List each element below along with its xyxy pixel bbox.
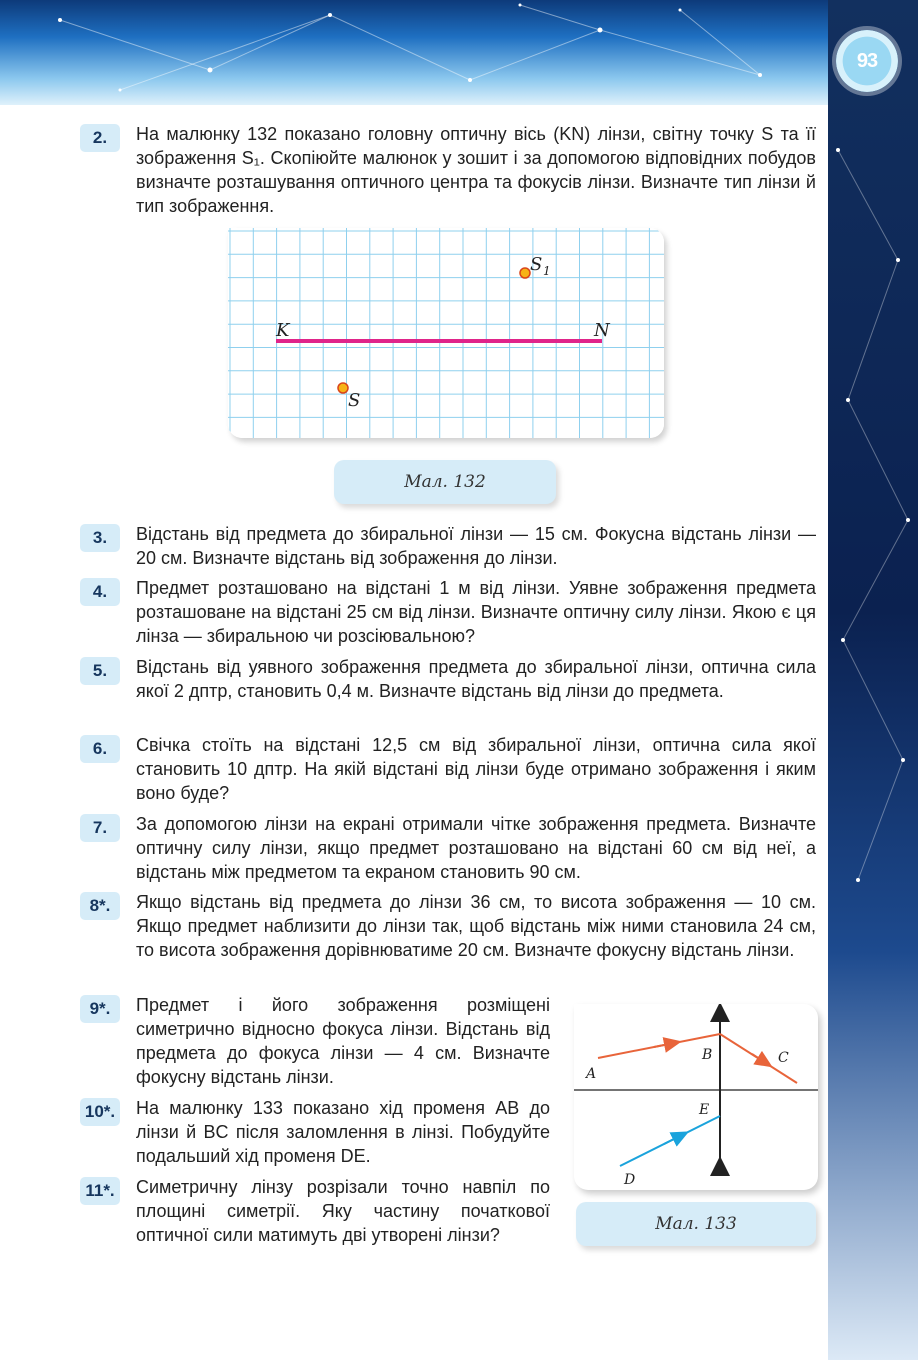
constellation-decoration — [0, 0, 918, 105]
label-d: D — [624, 1172, 636, 1188]
task-number: 3. — [80, 524, 120, 552]
figure-132 — [228, 228, 664, 438]
page-number-badge — [836, 30, 898, 92]
caption-text: Мал. 133 — [655, 1214, 737, 1234]
page-number: 93 — [856, 49, 878, 72]
figure-132-caption — [334, 460, 556, 504]
ray-ab-arrow — [654, 1043, 674, 1047]
task-number: 8*. — [80, 892, 120, 920]
point-s — [338, 383, 348, 393]
task-number: 2. — [80, 124, 120, 152]
point-s1 — [520, 268, 530, 278]
label-n: N — [594, 320, 610, 341]
task-text: Якщо відстань від предмета до лінзи 36 см, то висота зображення — 10 см. Якщо предмет наблизити до лінзи так, щоб відстань між ними становила 24 см, то висота зображення дорівнюватиме 20 см. Визначте фокусну відстань лінзи. — [136, 892, 816, 960]
figure-132-drawing — [228, 228, 664, 438]
label-c: C — [778, 1050, 789, 1066]
task-text: Відстань від уявного зображення предмета до збиральної лінзи, оптична сила якої 2 дптр, становить 0,4 м. Визначте відстань від лінзи до предмета. — [136, 657, 816, 701]
label-s1: S — [530, 254, 543, 275]
label-a: A — [586, 1066, 597, 1082]
side-band — [828, 0, 918, 1360]
figure-133-caption — [576, 1202, 816, 1246]
task-text: На малюнку 132 показано головну оптичну вісь (KN) лінзи, світну точку S та її зображення S₁. Скопіюйте малюнок у зошит і за допомогою відповідних побудов визначте розташування оптичного центра та фокусів лінзи. Визначте тип лінзи й тип зображення. — [136, 124, 816, 216]
label-s: S — [348, 390, 361, 411]
task-text: Предмет розташовано на відстані 1 м від лінзи. Уявне зображення предмета розташоване на відстані 25 см від лінзи. Визначте оптичну силу лінзи. Якою є ця лінза — збиральною чи розсіювальною? — [136, 578, 816, 646]
task-text: Предмет і його зображення розміщені симетрично відносно фокуса лінзи. Відстань від предмета до фокуса лінзи — 4 см. Визначте фокусну відстань лінзи. — [136, 995, 550, 1087]
figure-133-drawing — [574, 1004, 818, 1190]
ray-de-arrow — [664, 1135, 682, 1144]
task-number: 7. — [80, 814, 120, 842]
ray-bc-arrow — [752, 1054, 766, 1063]
label-k: K — [276, 320, 290, 341]
task-text: Відстань від предмета до збиральної лінзи — 15 см. Фокусна відстань лінзи — 20 см. Визначте відстань від зображення до лінзи. — [136, 524, 816, 568]
caption-text: Мал. 132 — [404, 472, 486, 492]
task-text: Симетричну лінзу розрізали точно навпіл по площині симетрії. Яку частину початкової оптичної сили матимуть дві утворені лінзи? — [136, 1177, 550, 1245]
task-number: 11*. — [80, 1177, 120, 1205]
figure-133 — [574, 1004, 818, 1190]
label-e: E — [699, 1102, 710, 1118]
label-b: B — [702, 1047, 713, 1063]
task-text: Свічка стоїть на відстані 12,5 см від збиральної лінзи, оптична сила якої становить 10 дптр. На якій відстані від лінзи буде отримано зображення і яким воно буде? — [136, 735, 816, 803]
side-constellation-decoration — [828, 0, 918, 1360]
label-s1-subscript: 1 — [543, 264, 551, 278]
task-number: 10*. — [80, 1098, 120, 1126]
task-text: За допомогою лінзи на екрані отримали чітке зображення предмета. Визначте оптичну силу лінзи, якщо предмет розташовано на відстані 60 см від неї, а відстань між предметом та екраном становить 90 см. — [136, 814, 816, 882]
task-number: 5. — [80, 657, 120, 685]
task-number: 6. — [80, 735, 120, 763]
header-banner — [0, 0, 918, 105]
task-number: 4. — [80, 578, 120, 606]
task-text: На малюнку 133 показано хід променя AB до лінзи й BC після заломлення в лінзі. Побудуйте подальший хід променя DE. — [136, 1098, 550, 1166]
task-number: 9*. — [80, 995, 120, 1023]
